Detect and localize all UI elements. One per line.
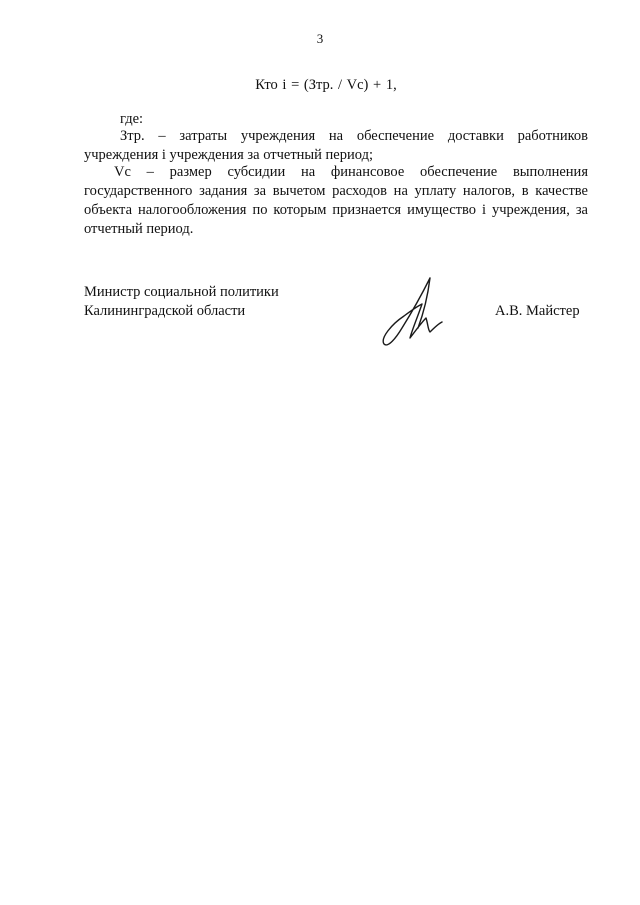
signatory-title-line-1: Министр социальной политики (84, 284, 279, 300)
definition-subsidy (84, 163, 588, 239)
signer-name: А.В. Майстер (495, 303, 580, 319)
definition-subsidy-text: Vc – размер субсидии на финансовое обеспечение выполнения государственного задания за вычетом расходов на уплату налогов, в качестве объекта налогообложения по которым признается имущество i учреждения, за отчетный период. (84, 164, 588, 237)
where-label: где: (120, 111, 144, 127)
definition-costs (84, 127, 588, 165)
formula: Кто i = (Зтр. / Vc) + 1, (255, 77, 397, 93)
signatory-title-line-2: Калининградской области (84, 303, 246, 319)
definition-costs-text: Зтр. – затраты учреждения на обеспечение доставки работников учреждения i учреждения за отчетный период; (84, 128, 588, 163)
signatory-title (84, 283, 279, 321)
handwritten-signature (378, 272, 448, 352)
page-number: 3 (316, 31, 324, 46)
